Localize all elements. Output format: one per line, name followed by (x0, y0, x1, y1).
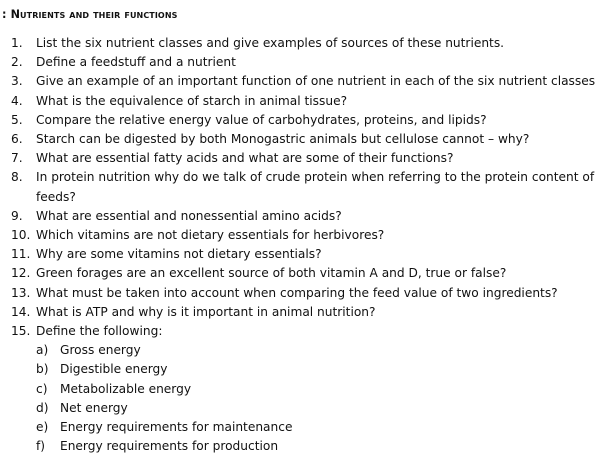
question-number: 1. (11, 36, 23, 50)
question-number: 10. (11, 228, 31, 243)
question-number: 13. (11, 285, 31, 300)
heading-title: Nutrients and their functions (10, 8, 178, 21)
question-number: 5. (11, 112, 23, 127)
question-text: Compare the relative energy value of carbohydrates, proteins, and lipids? (36, 112, 487, 127)
question-item (0, 111, 612, 130)
question-number: 9. (11, 208, 23, 223)
question-text: What are essential fatty acids and what are some of their functions? (36, 151, 454, 166)
question-number: 2. (11, 55, 23, 70)
question-text: Define the following: (36, 324, 163, 339)
question-text: What must be taken into account when comparing the feed value of two ingredients? (36, 285, 558, 300)
question-text: In protein nutrition why do we talk of crude protein when referring to the protein content of feeds? (36, 170, 595, 204)
definition-item (0, 399, 606, 418)
question-item (0, 226, 612, 245)
question-item (0, 149, 612, 168)
question-text: Give an example of an important function of one nutrient in each of the six nutrient classes (36, 74, 596, 89)
question-number: 6. (11, 132, 23, 147)
question-item (0, 72, 612, 91)
question-text: Define a feedstuff and a nutrient (36, 55, 236, 70)
definition-item (0, 437, 606, 456)
definition-label: d) (36, 400, 49, 415)
definition-label: a) (36, 343, 49, 358)
question-text: What is the equivalence of starch in animal tissue? (36, 93, 348, 108)
question-list (0, 34, 612, 456)
section-heading (2, 8, 178, 21)
definition-text: Digestible energy (60, 362, 168, 377)
question-number: 4. (11, 93, 23, 108)
definition-item (0, 360, 606, 379)
definition-text: Energy requirements for production (60, 439, 279, 454)
question-item (0, 34, 612, 53)
question-item (0, 53, 612, 72)
definition-item (0, 418, 606, 437)
question-number: 15. (11, 324, 31, 339)
question-text: List the six nutrient classes and give examples of sources of these nutrients. (36, 36, 505, 50)
definition-text: Metabolizable energy (60, 381, 192, 396)
question-text: Why are some vitamins not dietary essentials? (36, 247, 322, 262)
question-item (0, 207, 612, 226)
definition-text: Energy requirements for maintenance (60, 420, 293, 435)
question-text: Starch can be digested by both Monogastric animals but cellulose cannot – why? (36, 132, 530, 147)
question-item (0, 264, 612, 283)
question-item (0, 245, 612, 264)
question-text: What is ATP and why is it important in animal nutrition? (36, 304, 376, 319)
definition-item (0, 380, 606, 399)
question-number: 7. (11, 151, 23, 166)
definition-label: e) (36, 420, 49, 435)
question-number: 8. (11, 170, 23, 185)
heading-prefix: : (2, 8, 11, 21)
question-item (0, 322, 612, 456)
definition-label: c) (36, 381, 48, 396)
question-item (0, 284, 612, 303)
definition-item (0, 341, 606, 360)
question-text: Which vitamins are not dietary essentials for herbivores? (36, 228, 385, 243)
question-number: 3. (11, 74, 23, 89)
definition-label: f) (36, 439, 46, 454)
definition-text: Net energy (60, 400, 128, 415)
question-item (0, 92, 612, 111)
question-text: What are essential and nonessential amino acids? (36, 208, 342, 223)
definition-label: b) (36, 362, 49, 377)
question-number: 14. (11, 304, 31, 319)
question-text: Green forages are an excellent source of both vitamin A and D, true or false? (36, 266, 507, 281)
question-item (0, 130, 612, 149)
question-number: 11. (11, 247, 31, 262)
question-number: 12. (11, 266, 31, 281)
definition-list (0, 341, 606, 456)
question-item (0, 303, 612, 322)
question-item (0, 168, 612, 206)
definition-text: Gross energy (60, 343, 141, 358)
